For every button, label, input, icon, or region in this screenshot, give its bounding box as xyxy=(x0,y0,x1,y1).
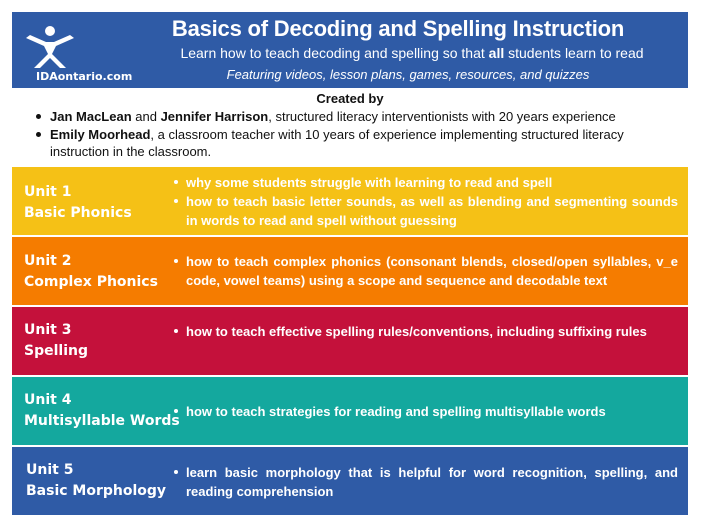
unit-1-row[interactable] xyxy=(12,167,688,235)
list-item: learn basic morphology that is helpful for word recognition, spelling, and reading comprehension xyxy=(172,463,678,501)
unit-5-row[interactable] xyxy=(12,447,688,515)
unit-3-description xyxy=(172,322,678,341)
list-item: how to teach basic letter sounds, as well as blending and segmenting sounds in words to read and spell without guessing xyxy=(172,192,678,230)
list-item: how to teach effective spelling rules/conventions, including suffixing rules xyxy=(172,322,678,341)
unit-2-description xyxy=(172,252,678,290)
page-subtitle: Learn how to teach decoding and spelling so that all students learn to read xyxy=(180,45,644,61)
unit-3-title: Unit 3 Spelling xyxy=(24,322,88,359)
author-item: Emily Moorhead, a classroom teacher with 10 years of experience implementing structured literacy instruction in the classroom. xyxy=(34,126,684,160)
author-item: Jan MacLean and Jennifer Harrison, structured literacy interventionists with 20 years experience xyxy=(34,108,684,125)
list-item: how to teach strategies for reading and spelling multisyllable words xyxy=(172,402,678,421)
unit-1-title: Unit 1 Basic Phonics xyxy=(24,184,132,221)
page-tagline: Featuring videos, lesson plans, games, resources, and quizzes xyxy=(226,67,590,82)
unit-4-title: Unit 4 Multisyllable Words xyxy=(24,392,180,429)
created-by-title: Created by xyxy=(316,91,384,106)
unit-4-description xyxy=(172,402,678,421)
unit-2-title: Unit 2 Complex Phonics xyxy=(24,253,158,290)
header-banner xyxy=(12,12,688,88)
created-by-section xyxy=(12,91,688,161)
author-list xyxy=(34,108,684,160)
unit-1-description xyxy=(172,173,678,230)
unit-2-row[interactable] xyxy=(12,237,688,305)
logo-text: IDAontario.com xyxy=(36,70,133,83)
person-logo-icon xyxy=(20,24,80,70)
list-item: why some students struggle with learning to read and spell xyxy=(172,173,678,192)
unit-5-description xyxy=(172,463,678,501)
list-item: how to teach complex phonics (consonant blends, closed/open syllables, v_e code, vowel teams) using a scope and sequence and decodable text xyxy=(172,252,678,290)
unit-3-row[interactable] xyxy=(12,307,688,375)
unit-4-row[interactable] xyxy=(12,377,688,445)
idaontario-logo[interactable] xyxy=(20,24,140,84)
page-title: Basics of Decoding and Spelling Instruction xyxy=(171,16,625,41)
unit-5-title: Unit 5 Basic Morphology xyxy=(26,462,167,499)
